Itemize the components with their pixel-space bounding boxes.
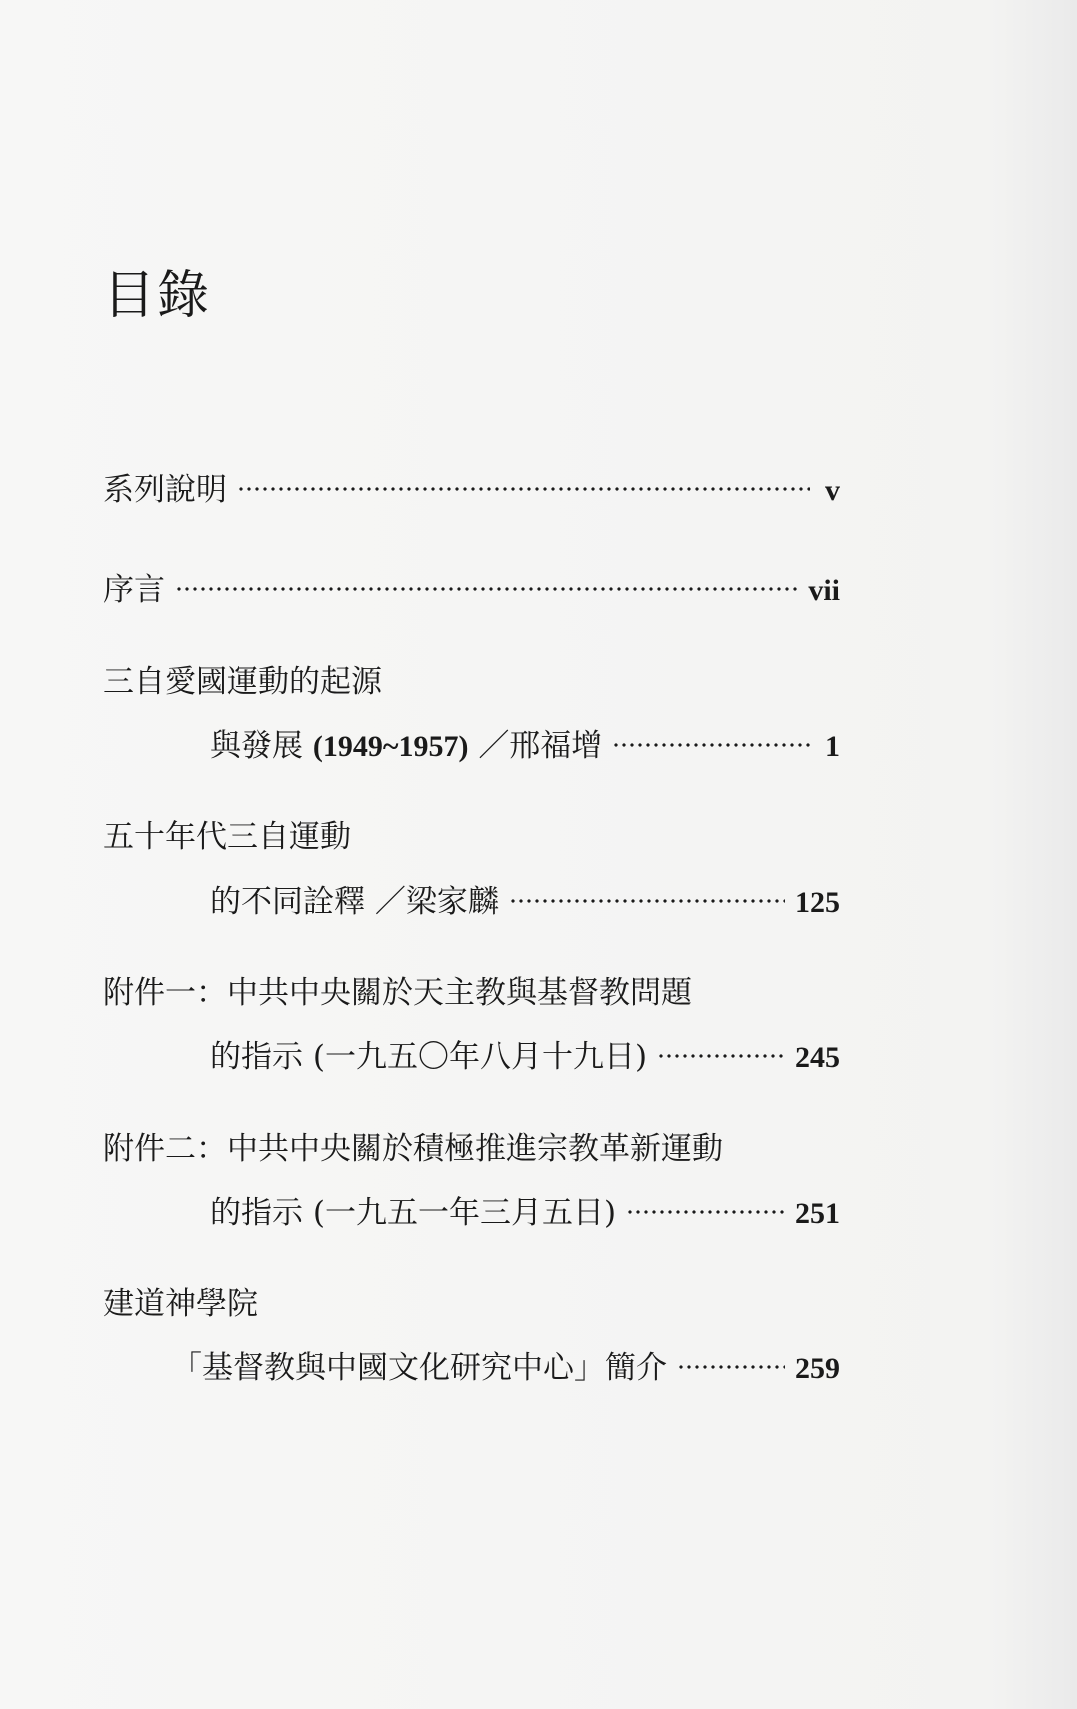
toc-page-number: 251	[795, 1197, 840, 1230]
subtitle-text: 的不同詮釋	[210, 884, 375, 920]
toc-entry-title-line1: 三自愛國運動的起源	[103, 664, 382, 700]
toc-entry-title-line1: 五十年代三自運動	[103, 819, 351, 855]
subtitle-text: 與發展	[210, 728, 313, 764]
dot-leader	[626, 1183, 785, 1223]
page-title: 目錄	[103, 266, 212, 326]
toc-entry-title-line2	[210, 726, 602, 767]
toc-entry-preface[interactable]	[103, 560, 840, 611]
toc-entry-title: 序言	[103, 572, 165, 608]
year-range: (1949~1957)	[312, 730, 469, 763]
toc-page-number: vii	[808, 574, 840, 607]
toc-page-number: 125	[795, 886, 840, 919]
author: ／梁家麟	[374, 884, 499, 920]
toc-page-number: 245	[795, 1041, 840, 1074]
dot-leader	[509, 872, 785, 912]
dot-leader	[677, 1338, 785, 1378]
toc-entry-appendix-two[interactable]	[210, 1183, 840, 1234]
dot-leader	[657, 1027, 785, 1067]
author: ／邢福增	[478, 728, 603, 764]
dot-leader	[612, 716, 810, 756]
toc-entry-title: 系列說明	[103, 472, 227, 508]
toc-entry-interpretations[interactable]	[210, 872, 840, 923]
toc-entry-title-line2: 的指示 (一九五〇年八月十九日)	[210, 1039, 648, 1075]
toc-page-number: 259	[795, 1352, 840, 1385]
toc-page-number: v	[825, 474, 840, 507]
toc-entry-title-line2: 「基督教與中國文化研究中心」簡介	[171, 1350, 667, 1386]
dot-leader	[175, 560, 798, 600]
dot-leader	[237, 460, 810, 500]
toc-entry-title-line1: 建道神學院	[103, 1286, 258, 1322]
toc-entry-appendix-one[interactable]	[210, 1027, 840, 1078]
toc-entry-origin-development[interactable]	[210, 716, 840, 767]
toc-entry-title-line1: 附件二：中共中央關於積極推進宗教革新運動	[103, 1131, 723, 1167]
toc-entry-title-line1: 附件一：中共中央關於天主教與基督教問題	[103, 975, 692, 1011]
toc-entry-research-centre[interactable]	[171, 1338, 840, 1389]
toc-page-number: 1	[825, 730, 840, 763]
toc-entry-title-line2: 的指示 (一九五一年三月五日)	[210, 1195, 617, 1231]
toc-entry-series-note[interactable]	[103, 460, 840, 511]
toc-entry-title-line2	[210, 882, 499, 922]
